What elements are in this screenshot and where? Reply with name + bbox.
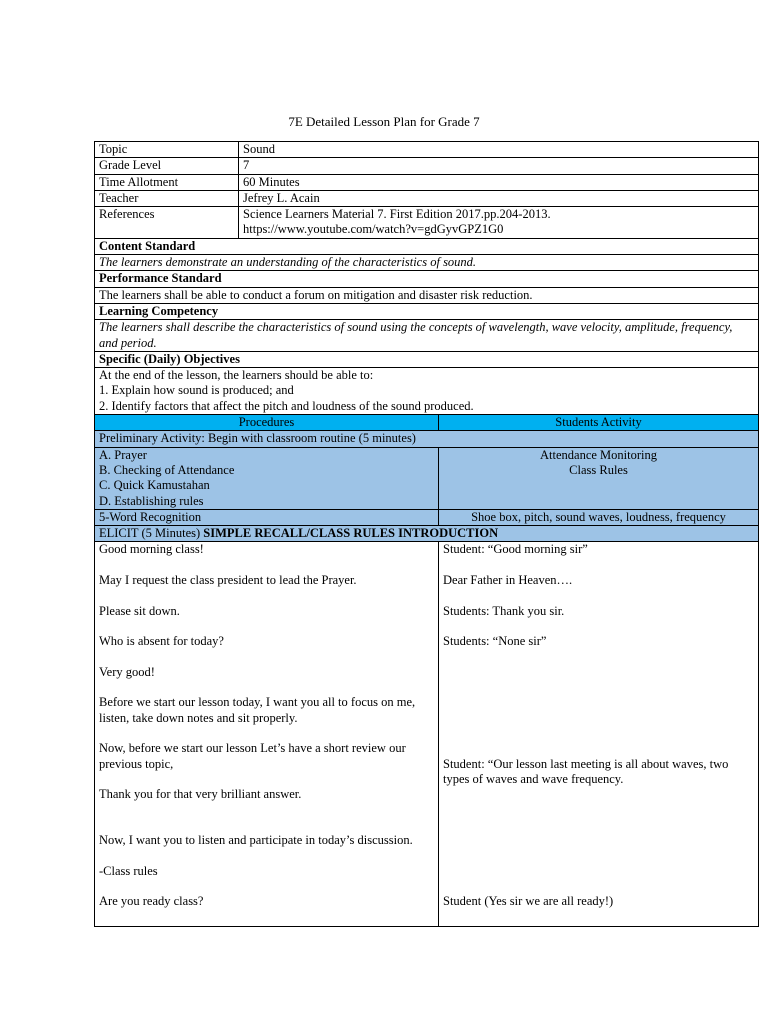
info-row-references: [95, 207, 759, 239]
objectives-heading: Specific (Daily) Objectives: [95, 351, 759, 367]
performance-standard-text: The learners shall be able to conduct a forum on mitigation and disaster risk reduction.: [95, 287, 759, 303]
info-label: References: [95, 207, 239, 239]
teacher-dialogue: [95, 542, 439, 927]
student-line: Student (Yes sir we are all ready!): [443, 894, 614, 909]
teacher-line: Very good!: [99, 664, 155, 679]
routine-activities: [439, 447, 759, 509]
routine-item: A. Prayer: [99, 447, 147, 462]
teacher-line: May I request the class president to lead the Prayer.: [99, 573, 357, 588]
content-standard-text: The learners demonstrate an understanding of the characteristics of sound.: [95, 255, 759, 271]
reference-link[interactable]: https://www.youtube.com/watch?v=gdGyvGPZ1G0: [243, 222, 504, 237]
content-standard-heading: Content Standard: [95, 238, 759, 254]
elicit-title: SIMPLE RECALL/CLASS RULES INTRODUCTION: [203, 526, 499, 541]
learning-competency-text: The learners shall describe the characteristics of sound using the concepts of wavelength, wave velocity, amplitude, frequency, and period.: [95, 320, 759, 352]
performance-standard-heading: Performance Standard: [95, 271, 759, 287]
info-label: Grade Level: [95, 158, 239, 174]
elicit-prefix: ELICIT (5 Minutes): [99, 526, 204, 541]
activity-item: Attendance Monitoring: [540, 447, 657, 462]
teacher-line: Good morning class!: [99, 542, 204, 557]
info-value: [239, 207, 759, 239]
preliminary-activity: Preliminary Activity: Begin with classroom routine (5 minutes): [95, 431, 759, 447]
info-label: Teacher: [95, 190, 239, 206]
objective-item: 1. Explain how sound is produced; and: [99, 383, 294, 398]
routine-item: D. Establishing rules: [99, 493, 204, 508]
info-label: Time Allotment: [95, 174, 239, 190]
info-label: Topic: [95, 142, 239, 158]
routine-list: [95, 447, 439, 509]
teacher-line: Who is absent for today?: [99, 634, 224, 649]
procedures-table: [94, 414, 759, 927]
student-dialogue: [439, 542, 759, 927]
student-line: Student: “Our lesson last meeting is all about waves, two types of waves and wave frequency.: [443, 756, 729, 786]
routine-item: B. Checking of Attendance: [99, 462, 235, 477]
teacher-line: Please sit down.: [99, 603, 180, 618]
teacher-line: Now, I want you to listen and participate in today’s discussion.: [99, 833, 413, 848]
info-row-time-allotment: [95, 174, 759, 190]
procedures-header: Procedures: [95, 415, 439, 431]
student-line: Students: Thank you sir.: [443, 603, 565, 618]
student-line: Dear Father in Heaven….: [443, 573, 573, 588]
student-line: Students: “None sir”: [443, 634, 547, 649]
objectives-intro: At the end of the lesson, the learners should be able to:: [99, 368, 374, 383]
objective-item: 2. Identify factors that affect the pitch and loudness of the sound produced.: [99, 398, 474, 413]
activity-item: Class Rules: [569, 462, 628, 477]
student-line: Student: “Good morning sir”: [443, 542, 588, 557]
teacher-line: Thank you for that very brilliant answer.: [99, 787, 302, 802]
info-value: 60 Minutes: [239, 174, 759, 190]
word-recognition-words: Shoe box, pitch, sound waves, loudness, frequency: [439, 509, 759, 525]
teacher-line: -Class rules: [99, 863, 158, 878]
objectives-body: [95, 368, 759, 415]
teacher-line: Now, before we start our lesson Let’s have a short review our previous topic,: [99, 741, 406, 771]
teacher-line: Are you ready class?: [99, 894, 204, 909]
word-recognition-label: 5-Word Recognition: [95, 509, 439, 525]
info-row-topic: [95, 142, 759, 158]
learning-competency-heading: Learning Competency: [95, 303, 759, 319]
students-activity-header: Students Activity: [439, 415, 759, 431]
info-row-grade-level: [95, 158, 759, 174]
lesson-plan-table: [94, 141, 759, 415]
document-title: 7E Detailed Lesson Plan for Grade 7: [288, 114, 480, 129]
info-value: Sound: [239, 142, 759, 158]
info-row-teacher: [95, 190, 759, 206]
info-value: Jefrey L. Acain: [239, 190, 759, 206]
info-value: 7: [239, 158, 759, 174]
teacher-line: Before we start our lesson today, I want you all to focus on me, listen, take down notes and sit properly.: [99, 695, 416, 725]
elicit-heading: [95, 526, 759, 542]
routine-item: C. Quick Kamustahan: [99, 478, 210, 493]
reference-text: Science Learners Material 7. First Edition 2017.pp.204-2013.: [243, 207, 551, 222]
